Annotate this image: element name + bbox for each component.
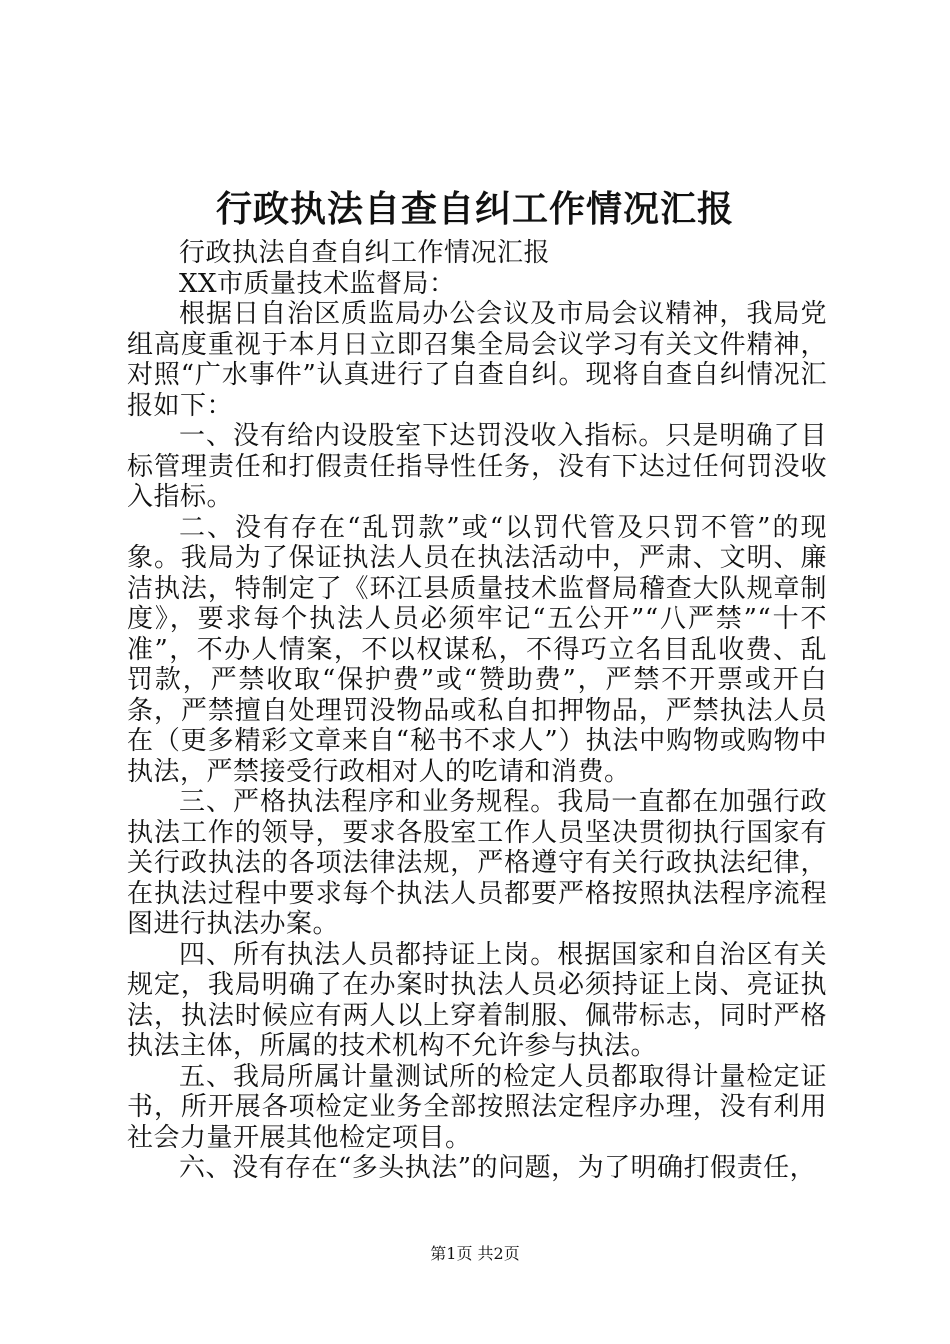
document-title: 行政执法自查自纠工作情况汇报 [215, 188, 734, 230]
paragraph-subtitle: 行政执法自查自纠工作情况汇报 [179, 238, 551, 268]
paragraph-item-5: 五、我局所属计量测试所的检定人员都取得计量检定证书，所开展各项检定业务全部按照法定程序办理，没有利用社会力量开展其他检定项目。 [127, 1061, 827, 1153]
document-body [127, 238, 827, 1184]
paragraph-addressee: XX市质量技术监督局： [179, 268, 456, 299]
paragraph-item-4: 四、所有执法人员都持证上岗。根据国家和自治区有关规定，我局明确了在办案时执法人员必须持证上岗、亮证执法，执法时候应有两人以上穿着制服、佩带标志，同时严格执法主体，所属的技术机构不允许参与执法。 [127, 939, 827, 1061]
page-footer: 第1页 共2页 [430, 1244, 520, 1263]
paragraph-item-3: 三、严格执法程序和业务规程。我局一直都在加强行政执法工作的领导，要求各股室工作人员坚决贯彻执行国家有关行政执法的各项法律法规，严格遵守有关行政执法纪律，在执法过程中要求每个执法人员都要严格按照执法程序流程图进行执法办案。 [127, 787, 827, 939]
paragraph-item-1: 一、没有给内设股室下达罚没收入指标。只是明确了目标管理责任和打假责任指导性任务，没有下达过任何罚没收入指标。 [127, 421, 827, 512]
paragraph-item-6: 六、没有存在“多头执法”的问题，为了明确打假责任， [179, 1153, 817, 1183]
paragraph-intro: 根据日自治区质监局办公会议及市局会议精神，我局党组高度重视于本月日立即召集全局会议学习有关文件精神，对照“广水事件”认真进行了自查自纠。现将自查自纠情况汇报如下： [127, 299, 827, 421]
paragraph-item-2: 二、没有存在“乱罚款”或“以罚代管及只罚不管”的现象。我局为了保证执法人员在执法活动中，严肃、文明、廉洁执法，特制定了《环江县质量技术监督局稽查大队规章制度》，要求每个执法人员必须牢记“五公开”“八严禁”“十不准”，不办人情案，不以权谋私，不得巧立名目乱收费、乱罚款，严禁收取“保护费”或“赞助费”，严禁不开票或开白条，严禁擅自处理罚没物品或私自扣押物品，严禁执法人员在（更多精彩文章来自“秘书不求人”）执法中购物或购物中执法，严禁接受行政相对人的吃请和消费。 [127, 512, 827, 787]
